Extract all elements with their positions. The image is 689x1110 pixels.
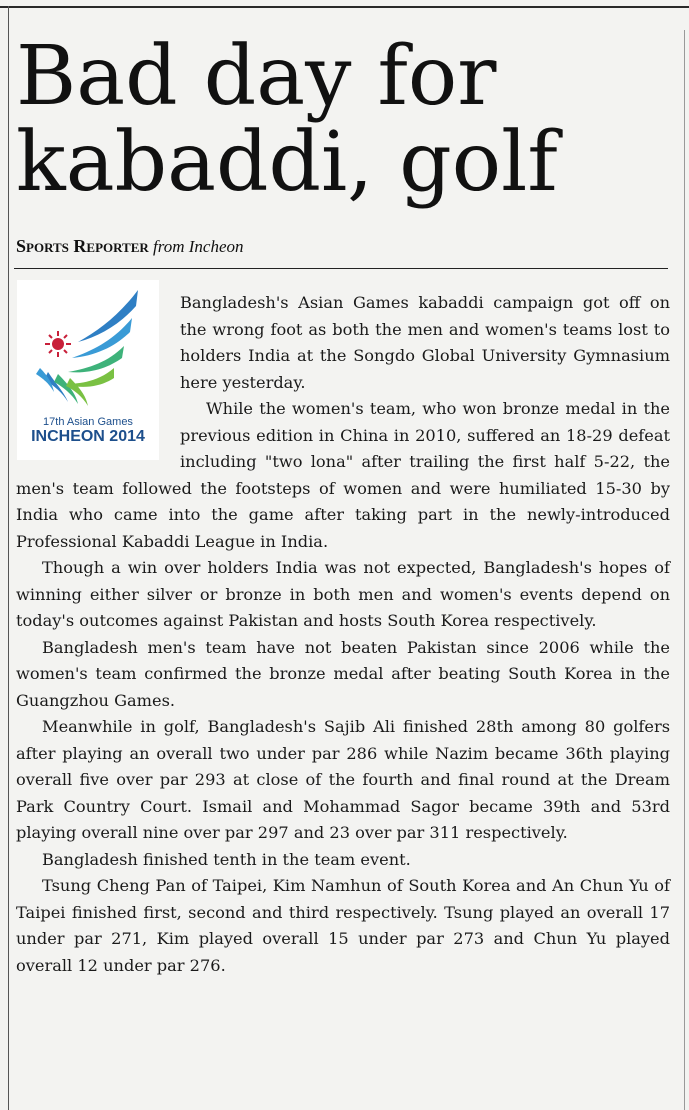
article-paragraph: While the women's team, who won bronze medal in the previous edition in China in 2010, suffered an 18-29 defeat including "two lona" after trailing the first half 5-22, the men's team followed the footsteps of women and were humiliated 15-30 by India who came into the game after taking part in the newly-introduced Professional Kabaddi League in India. <box>16 399 670 551</box>
byline-location: from Incheon <box>153 237 244 256</box>
logo-event-text: INCHEON 2014 <box>31 428 145 445</box>
article-paragraph: Bangladesh's Asian Games kabaddi campaign got off on the wrong foot as both the men and women's teams lost to holders India at the Songdo Global University Gymnasium here yesterday. <box>180 293 670 392</box>
headline: Bad day for kabaddi, golf <box>16 29 558 210</box>
byline-reporter: Sports Reporter <box>16 236 149 256</box>
page-right-rule <box>684 30 685 1110</box>
article-paragraph: Meanwhile in golf, Bangladesh's Sajib Ali finished 28th among 80 golfers after playing an overall two under par 286 while Nazim became 36th playing overall five over par 293 at close of the fourth and final round at the Dream Park Country Court. Ismail and Mohammad Sagor became 39th and 53rd playing overall nine over par 297 and 23 over par 311 respectively. <box>16 717 670 842</box>
page-top-rule <box>0 6 689 8</box>
byline-divider <box>14 268 668 269</box>
article-paragraph: Bangladesh finished tenth in the team event. <box>42 849 411 869</box>
page-left-rule <box>8 6 9 1110</box>
logo-float-space <box>16 290 180 468</box>
article-paragraph: Though a win over holders India was not expected, Bangladesh's hopes of winning either silver or bronze in both men and women's events depend on today's outcomes against Pakistan and hosts South Korea respectively. <box>16 558 670 630</box>
byline <box>16 236 244 257</box>
article-paragraph: Bangladesh men's team have not beaten Pakistan since 2006 while the women's team confirmed the bronze medal after beating South Korea in the Guangzhou Games. <box>16 637 670 710</box>
logo-edition-text: 17th Asian Games <box>43 416 133 428</box>
article-paragraph: Tsung Cheng Pan of Taipei, Kim Namhun of South Korea and An Chun Yu of Taipei finished first, second and third respectively. Tsung played an overall 17 under par 271, Kim played overall 15 under par 273 and Chun Yu played overall 12 under par 276. <box>16 876 670 975</box>
article-body <box>16 290 670 979</box>
